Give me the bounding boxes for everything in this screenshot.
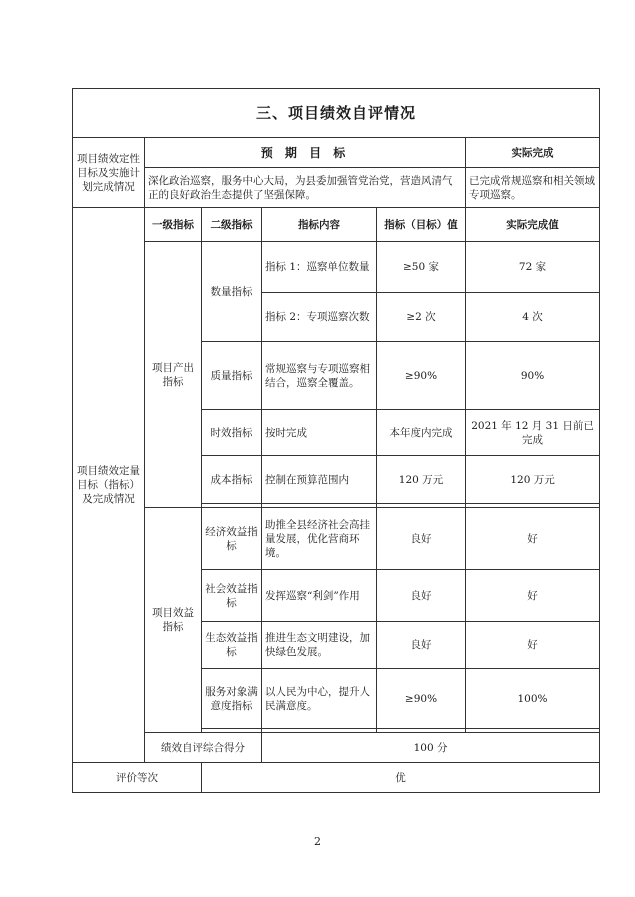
benefit-row-3-target: 良好 (377, 622, 466, 669)
expected-text: 深化政治巡察，服务中心大局，为县委加强管党治党，营造风清气正的良好政治生态提供了坚强保障。 (145, 168, 466, 208)
quality-indicator-label: 质量指标 (202, 342, 262, 410)
benefit-row-1-target: 良好 (377, 508, 466, 570)
benefit-row-3-label: 生态效益指标 (202, 622, 262, 669)
timeliness-content: 按时完成 (262, 410, 377, 456)
quality-content: 常规巡察与专项巡察相结合，巡察全覆盖。 (262, 342, 377, 410)
table-title: 三、项目绩效自评情况 (73, 89, 600, 138)
header-actual: 实际完成值 (466, 208, 600, 242)
actual-header: 实际完成 (466, 138, 600, 168)
cost-actual: 120 万元 (466, 456, 600, 504)
score-value: 100 分 (262, 733, 600, 763)
quality-target: ≥90% (377, 342, 466, 410)
quality-actual: 90% (466, 342, 600, 410)
benefit-row-4-actual: 100% (466, 669, 600, 729)
benefit-row-4-label: 服务对象满意度指标 (202, 669, 262, 729)
header-target: 指标（目标）值 (377, 208, 466, 242)
benefit-row-2-actual: 好 (466, 570, 600, 622)
benefit-indicator-label: 项目效益指标 (145, 508, 202, 733)
quantitative-label: 项目绩效定量目标（指标）及完成情况 (73, 208, 145, 763)
header-level2: 二级指标 (202, 208, 262, 242)
header-content: 指标内容 (262, 208, 377, 242)
cost-target: 120 万元 (377, 456, 466, 504)
benefit-row-2-target: 良好 (377, 570, 466, 622)
expected-header: 预 期 目 标 (145, 138, 466, 168)
actual-text: 已完成常规巡察和相关领域专项巡察。 (466, 168, 600, 208)
timeliness-target: 本年度内完成 (377, 410, 466, 456)
benefit-row-1-actual: 好 (466, 508, 600, 570)
timeliness-actual: 2021 年 12 月 31 日前已完成 (466, 410, 600, 456)
grade-value: 优 (202, 763, 600, 793)
benefit-row-3-actual: 好 (466, 622, 600, 669)
self-evaluation-table (72, 88, 600, 793)
page-number: 2 (314, 835, 321, 848)
benefit-row-3-content: 推进生态文明建设，加快绿色发展。 (262, 622, 377, 669)
benefit-row-2-content: 发挥巡察“利剑”作用 (262, 570, 377, 622)
header-level1: 一级指标 (145, 208, 202, 242)
timeliness-indicator-label: 时效指标 (202, 410, 262, 456)
quantity-row-1-actual: 72 家 (466, 242, 600, 293)
quantity-row-1-content: 指标 1：巡察单位数量 (262, 242, 377, 293)
grade-label: 评价等次 (73, 763, 202, 793)
cost-content: 控制在预算范围内 (262, 456, 377, 504)
score-label: 绩效自评综合得分 (145, 733, 262, 763)
quantity-row-2-actual: 4 次 (466, 293, 600, 342)
benefit-row-2-label: 社会效益指标 (202, 570, 262, 622)
benefit-row-1-label: 经济效益指标 (202, 508, 262, 570)
quantity-row-2-target: ≥2 次 (377, 293, 466, 342)
quantity-indicator-label: 数量指标 (202, 242, 262, 342)
benefit-row-4-target: ≥90% (377, 669, 466, 729)
benefit-row-4-content: 以人民为中心，提升人民满意度。 (262, 669, 377, 729)
benefit-row-1-content: 助推全县经济社会高挂量发展，优化营商环境。 (262, 508, 377, 570)
cost-indicator-label: 成本指标 (202, 456, 262, 504)
quantity-row-2-content: 指标 2：专项巡察次数 (262, 293, 377, 342)
output-indicator-label: 项目产出指标 (145, 242, 202, 508)
quantity-row-1-target: ≥50 家 (377, 242, 466, 293)
qualitative-label: 项目绩效定性目标及实施计划完成情况 (73, 138, 145, 208)
